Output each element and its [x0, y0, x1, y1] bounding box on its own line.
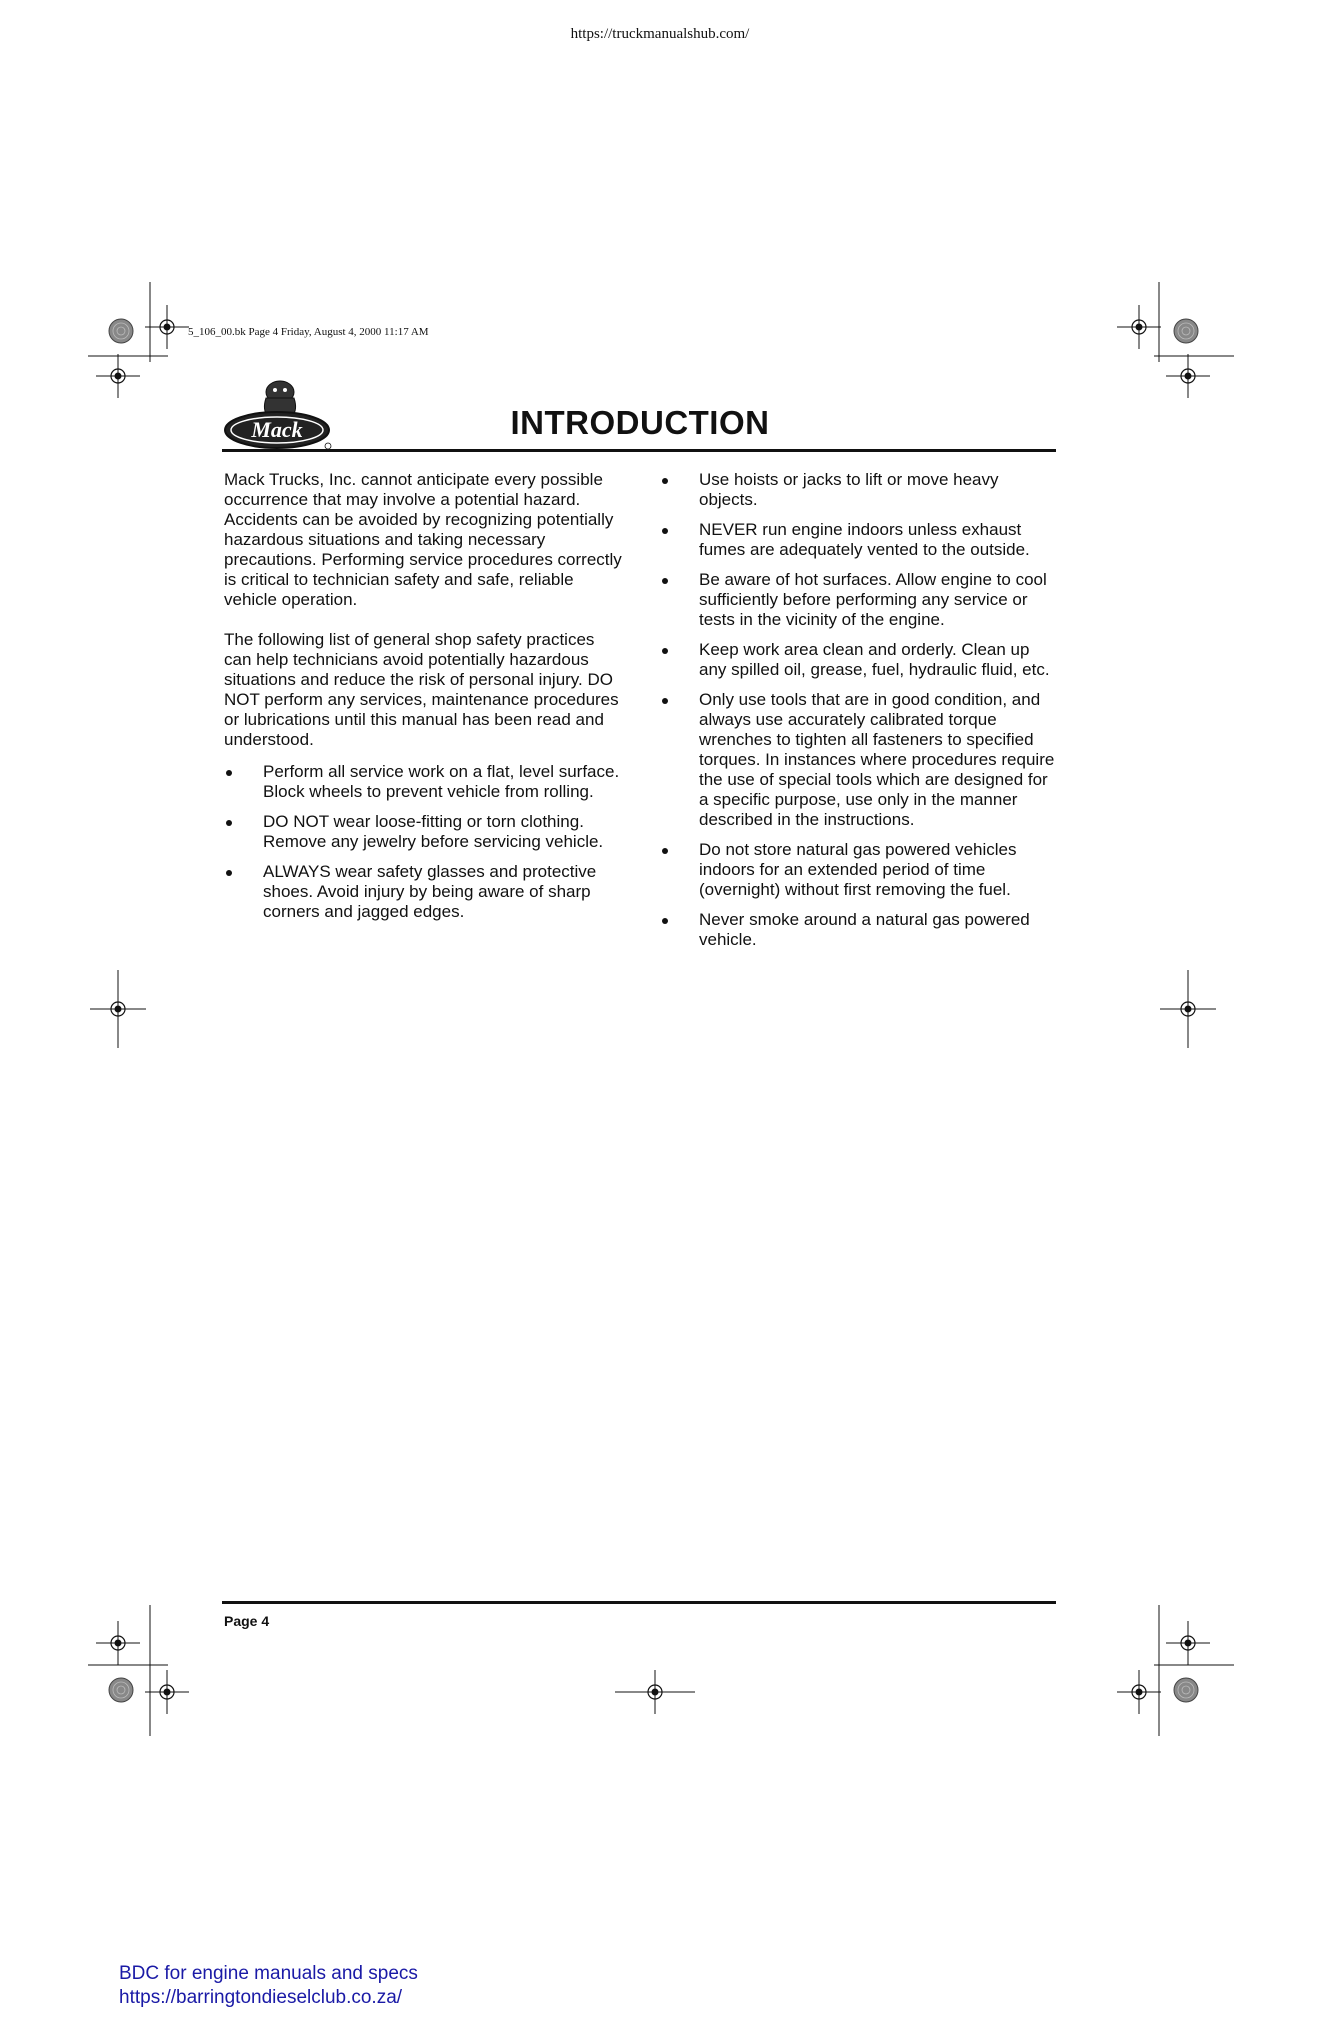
- bullet-icon: [662, 918, 668, 924]
- left-bullet-list: [224, 762, 624, 922]
- registration-cross-icon: [1166, 354, 1210, 398]
- registration-cross-icon: [96, 354, 140, 398]
- registration-cross-icon: [1117, 305, 1161, 349]
- bdc-footer-link[interactable]: https://barringtondieselclub.co.za/: [119, 1987, 403, 2008]
- bdc-footer-text[interactable]: BDC for engine manuals and specs: [119, 1963, 418, 1984]
- list-item: DO NOT wear loose-fitting or torn clothing. Remove any jewelry before servicing vehicle.: [224, 812, 624, 852]
- list-item: Only use tools that are in good condition, and always use accurately calibrated torque wrenches to tighten all fasteners to specified torques. In instances where procedures require the use of special tools which are designed for a specific purpose, use only in the manner described in the instructions.: [660, 690, 1060, 830]
- registration-disc-icon: [1174, 1678, 1198, 1702]
- file-slug: 5_106_00.bk Page 4 Friday, August 4, 2000 11:17 AM: [188, 326, 429, 338]
- bullet-icon: [662, 478, 668, 484]
- list-item: Never smoke around a natural gas powered vehicle.: [660, 910, 1060, 950]
- registration-cross-icon: [1117, 1670, 1161, 1714]
- registration-cross-icon: [1166, 1621, 1210, 1665]
- list-item: Use hoists or jacks to lift or move heavy objects.: [660, 470, 1060, 510]
- bullet-icon: [662, 578, 668, 584]
- bullet-icon: [226, 770, 232, 776]
- page-number: Page 4: [224, 1613, 270, 1629]
- list-item: NEVER run engine indoors unless exhaust fumes are adequately vented to the outside.: [660, 520, 1060, 560]
- bullet-icon: [226, 820, 232, 826]
- shop-safety-paragraph: The following list of general shop safety practices can help technicians avoid potentially hazardous situations and reduce the risk of personal injury. DO NOT perform any services, maintenance procedures or lubrications until this manual has been read and understood.: [224, 630, 619, 749]
- source-url: https://truckmanualshub.com/: [570, 26, 750, 42]
- list-item: Be aware of hot surfaces. Allow engine to cool sufficiently before performing any service or tests in the vicinity of the engine.: [660, 570, 1060, 630]
- list-item: Perform all service work on a flat, level surface. Block wheels to prevent vehicle from rolling.: [224, 762, 624, 802]
- mack-bulldog-logo-icon: [222, 374, 334, 452]
- registration-cross-icon: [96, 1621, 140, 1665]
- intro-paragraph: Mack Trucks, Inc. cannot anticipate every possible occurrence that may involve a potential hazard. Accidents can be avoided by recognizing potentially hazardous situations and taking necessary precautions. Performing service procedures correctly is critical to technician safety and safe, reliable vehicle operation.: [224, 470, 622, 609]
- page-title: INTRODUCTION: [510, 404, 770, 441]
- list-item: Do not store natural gas powered vehicles indoors for an extended period of time (overnight) without first removing the fuel.: [660, 840, 1060, 900]
- bullet-icon: [662, 648, 668, 654]
- registration-disc-icon: [109, 319, 133, 343]
- list-item: ALWAYS wear safety glasses and protective shoes. Avoid injury by being aware of sharp corners and jagged edges.: [224, 862, 624, 922]
- right-bullet-list: [660, 470, 1060, 950]
- header-rule: [222, 449, 1056, 452]
- bullet-icon: [226, 870, 232, 876]
- bullet-icon: [662, 848, 668, 854]
- registration-cross-icon: [145, 1670, 189, 1714]
- registration-cross-icon: [145, 305, 189, 349]
- bullet-icon: [662, 698, 668, 704]
- bullet-icon: [662, 528, 668, 534]
- list-item: Keep work area clean and orderly. Clean up any spilled oil, grease, fuel, hydraulic fluid, etc.: [660, 640, 1060, 680]
- right-column: [660, 470, 1060, 960]
- registration-disc-icon: [109, 1678, 133, 1702]
- footer-rule: [222, 1601, 1056, 1604]
- registration-disc-icon: [1174, 319, 1198, 343]
- logo-wordmark: Mack: [251, 417, 303, 442]
- left-column: [224, 470, 624, 932]
